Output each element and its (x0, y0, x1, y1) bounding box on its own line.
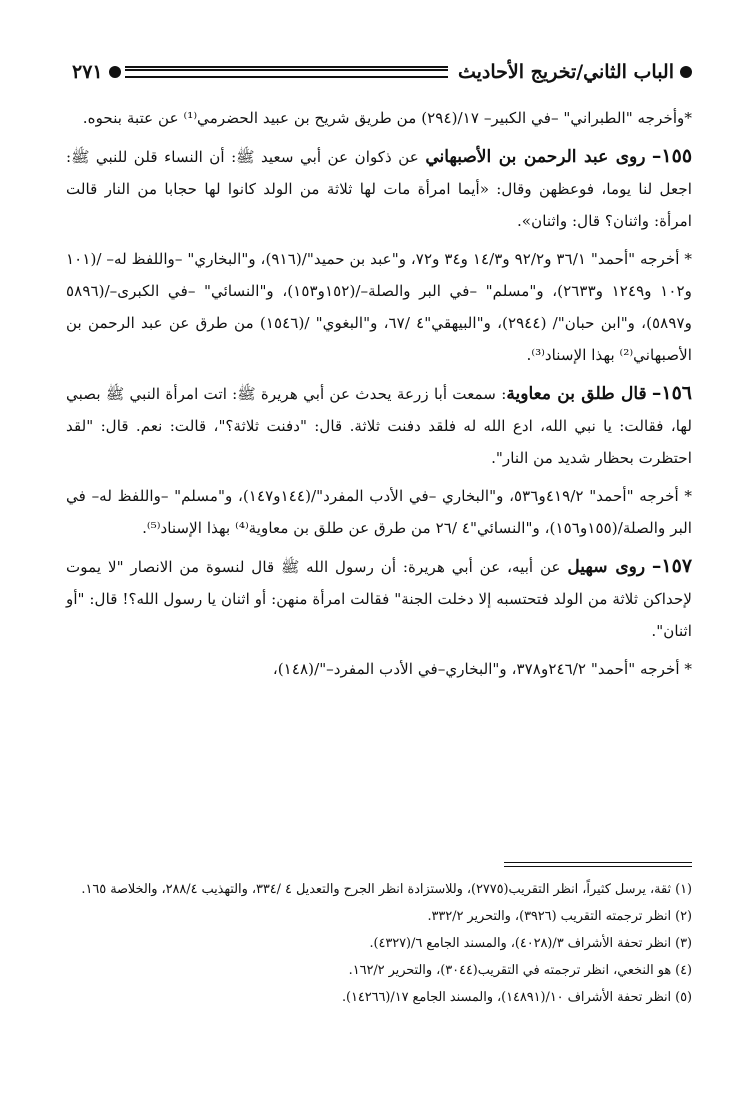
footnotes (66, 876, 692, 1011)
chapter-title: الباب الثاني/تخريج الأحاديث (457, 61, 674, 83)
header-rule (125, 66, 448, 78)
takhrij-paragraph: * أخرجه "أحمد" ٣٦/١ و٩٢/٢ و١٤/٣ و٣٤ و٧٢، و"عبد بن حميد"/(٩١٦)، و"البخاري" –واللفظ له– /(١٠١ و١٠٢ و١٢٤٩ و٢٦٣٣)، و"مسلم" –في البر والصلة–/(١٥٢و١٥٣)، و"النسائي" –في الكبرى–/(٥٨٩٦ و٥٨٩٧)، و"ابن حبان"/ (٢٩٤٤)، و"البيهقي"٤ /٦٧، و"البغوي" /(١٥٤٦) من طرق عن عبد الرحمن بن الأصبهاني⁽²⁾ بهذا الإسناد⁽³⁾. (66, 250, 692, 364)
takhrij-paragraph: * أخرجه "أحمد" ٤١٩/٢و٥٣٦، و"البخاري –في الأدب المفرد"/(١٤٤و١٤٧)، و"مسلم" –واللفظ له– في البر والصلة/(١٥٥و١٥٦)، و"النسائي"٤ /٢٦ من طرق عن طلق بن معاوية⁽⁴⁾ بهذا الإسناد⁽⁵⁾. (66, 487, 692, 537)
hadith-narrator: روى سهيل (567, 557, 646, 577)
footnote: (٣) انظر تحفة الأشراف ٣/(٤٠٢٨)، والمسند الجامع ٦/(٤٣٢٧). (369, 936, 692, 951)
takhrij-paragraph: *وأخرجه "الطبراني" –في الكبير– ١٧/(٢٩٤) من طريق شريح بن عبيد الحضرمي⁽¹⁾ عن عتبة بنحوه. (82, 109, 692, 127)
main-text (66, 102, 692, 691)
hadith-157 (66, 550, 692, 647)
page-number: ٢٧١ (72, 61, 103, 83)
footnote: (١) ثقة، يرسل كثيراً، انظر التقريب(٢٧٧٥)، وللاستزادة انظر الجرح والتعديل ٤ /٣٣٤، والتهذيب ٢٨٨/٤، والخلاصة ١٦٥. (81, 882, 692, 897)
footnote: (٤) هو النخعي، انظر ترجمته في التقريب(٣٠٤٤)، والتحرير ١٦٢/٢. (348, 963, 692, 978)
hadith-155 (66, 140, 692, 237)
header-ornament-middle (109, 66, 121, 78)
hadith-text: عن أبيه، عن أبي هريرة: أن رسول الله ﷺ قال لنسوة من الانصار "لا يموت لإحداكن ثلاثة من الولد فتحتسبه إلا دخلت الجنة" فقالت امرأة منهن: أو اثنان يا رسول الله؟! قال: "أو اثنان". (66, 558, 692, 640)
footnote-separator-second (504, 866, 692, 867)
hadith-narrator: قال طلق بن معاوية (506, 384, 647, 404)
takhrij-paragraph: * أخرجه "أحمد" ٢٤٦/٢و٣٧٨، و"البخاري–في الأدب المفرد–"/(١٤٨)، (272, 660, 692, 678)
hadith-number: ١٥٥– (651, 145, 693, 167)
hadith-156 (66, 377, 692, 474)
footnote: (٢) انظر ترجمته التقريب (٣٩٢٦)، والتحرير ٣٣٢/٢. (427, 909, 692, 924)
hadith-narrator: روى عبد الرحمن بن الأصبهاني (425, 147, 646, 167)
footnote-separator (504, 862, 692, 863)
header-ornament-right (680, 66, 692, 78)
footnote: (٥) انظر تحفة الأشراف ١٠/(١٤٨٩١)، والمسند الجامع ١٧/(١٤٢٦٦). (341, 990, 692, 1005)
hadith-number: ١٥٦– (651, 382, 693, 404)
hadith-text: : سمعت أبا زرعة يحدث عن أبي هريرة ﷺ: اتت امرأة النبي ﷺ بصبي لها، فقالت: يا نبي الله، ادع الله له فلقد دفنت ثلاثة. قال: "دفنت ثلاثة؟"، قالت: نعم. قال: "لقد احتظرت بحظار شديد من النار". (66, 385, 692, 467)
hadith-number: ١٥٧– (651, 555, 693, 577)
hadith-text: عن ذكوان عن أبي سعيد ﷺ: أن النساء قلن للنبي ﷺ: اجعل لنا يوما، فوعظهن وقال: «أيما امرأة مات لها ثلاثة من الولد كانوا لها حجابا من النار قالت امرأة: واثنان؟ قال: واثنان». (66, 148, 692, 230)
running-header (66, 52, 692, 92)
